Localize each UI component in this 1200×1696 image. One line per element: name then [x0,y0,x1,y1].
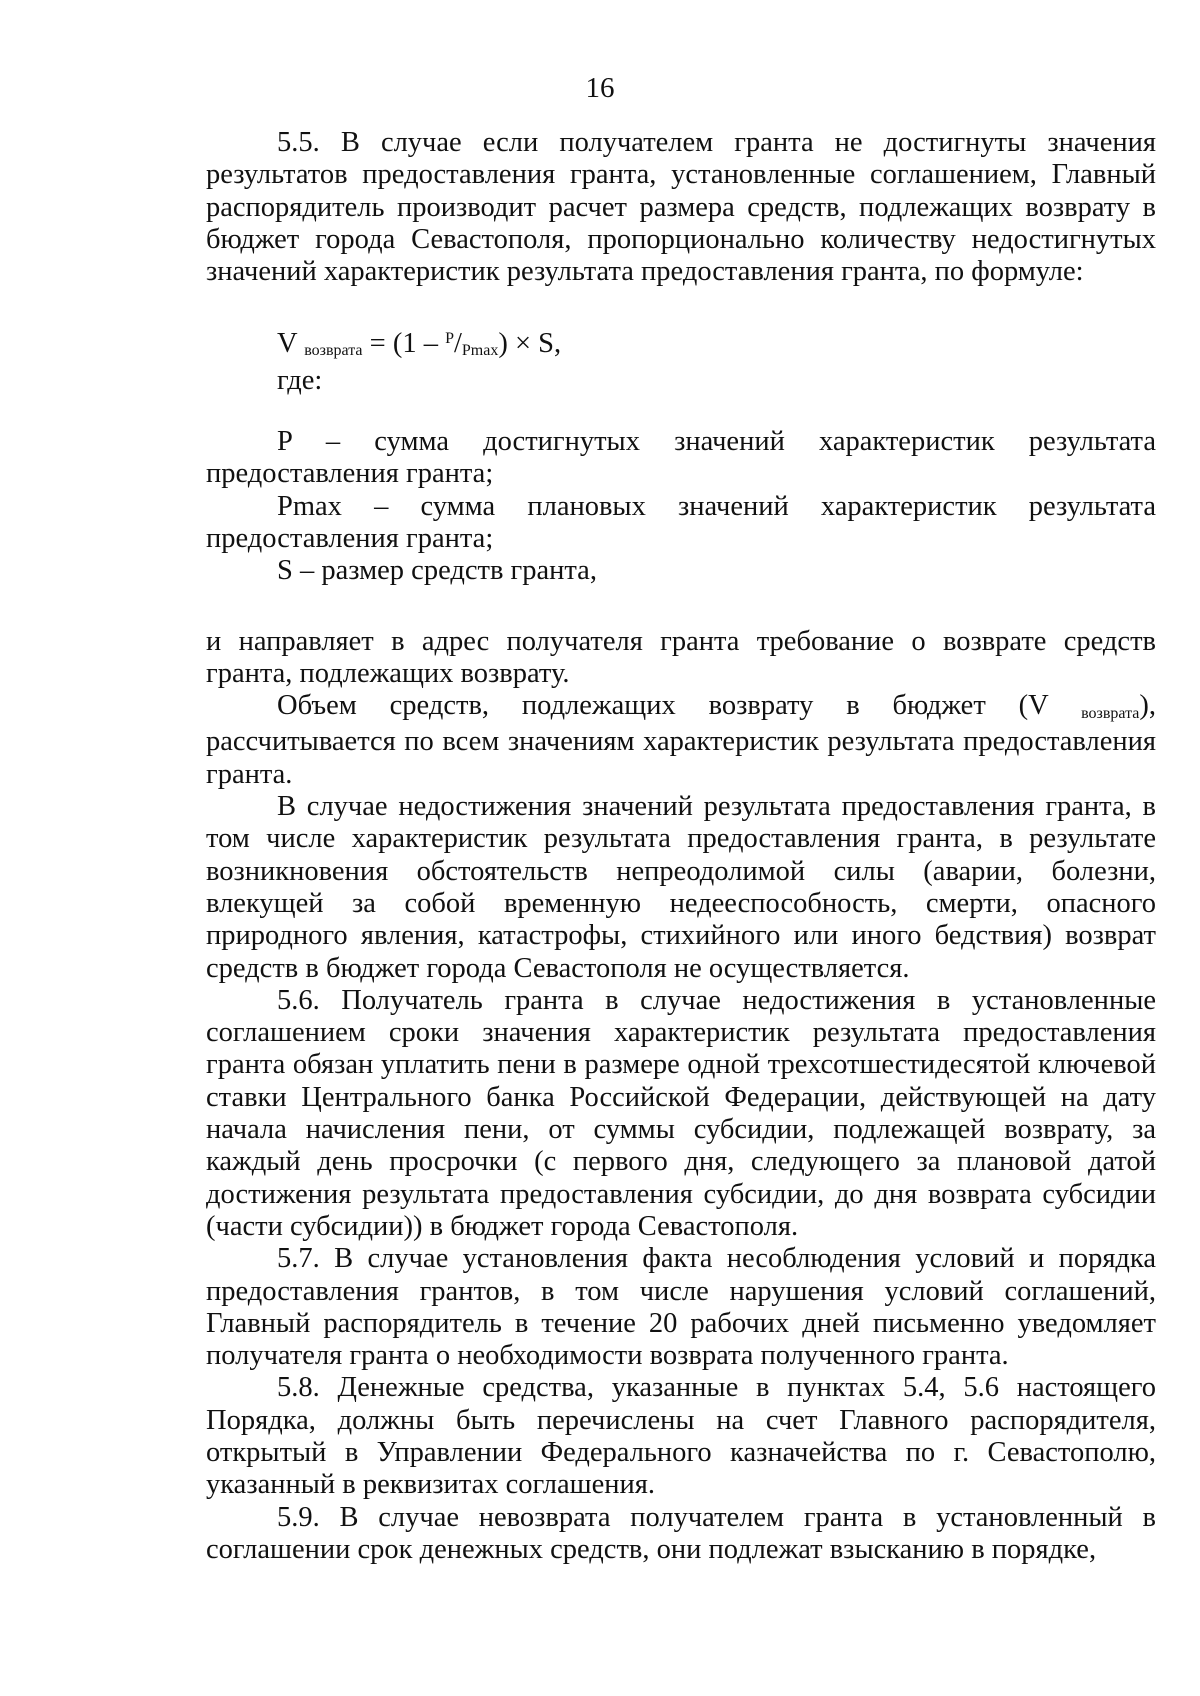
formula-p-superscript: P [445,330,454,348]
paragraph-5-6: 5.6. Получатель гранта в случае недостижения в установленные соглашением сроки значения характеристик результата предоставления гранта обязан уплатить пени в размере одной трехсотшестидесятой ключевой ставки Центрального банка Российской Федерации, действующей на дату начала начисления пени, от суммы субсидии, подлежащей возврату, за каждый день просрочки (с первого дня, следующего за плановой датой достижения результата предоставления субсидии, до дня возврата субсидии (части субсидии)) в бюджет города Севастополя. [206,984,1156,1242]
paragraph-5-7: 5.7. В случае установления факта несоблюдения условий и порядка предоставления грантов, в том числе нарушения условий соглашений, Главный распорядитель в течение 20 рабочих дней письменно уведомляет получателя гранта о необходимости возврата полученного гранта. [206,1243,1156,1372]
paragraph-5-8: 5.8. Денежные средства, указанные в пунктах 5.4, 5.6 настоящего Порядка, должны быть перечислены на счет Главного распорядителя, открытый в Управлении Федерального казначейства по г. Севастополю, указанный в реквизитах соглашения. [206,1372,1156,1501]
paragraph-5-9: 5.9. В случае невозврата получателем гранта в установленный в соглашении срок денежных средств, они подлежат взысканию в порядке, [206,1501,1156,1565]
formula-close: ) × S, [498,328,562,360]
formula-where: где: [277,364,323,396]
volume-text-before: Объем средств, подлежащих возврату в бюджет (V [277,690,1049,722]
paragraph-directs-demand: и направляет в адрес получателя гранта требование о возврате средств гранта, подлежащих возврату. [206,625,1156,689]
document-body [206,127,1156,1566]
formula-eq: = (1 – [362,328,446,360]
refund-formula [206,328,1156,364]
volume-subscript: возврата [1081,705,1140,723]
formula-v-subscript: возврата [304,342,363,360]
formula-slash: / [453,328,462,360]
paragraph-force-majeure: В случае недостижения значений результата предоставления гранта, в том числе характеристик результата предоставления гранта, в результате возникновения обстоятельств непреодолимой силы (аварии, болезни, влекущей за собой временную недееспособность, смерти, опасного природного явления, катастрофы, стихийного или иного бедствия) возврат средств в бюджет города Севастополя не осуществляется. [206,791,1156,984]
paragraph-volume [206,690,1156,791]
definition-s: S – размер средств гранта, [277,555,597,587]
volume-text-after: ), рассчитывается по всем значениям характеристик результата предоставления гранта. [206,690,1157,790]
definition-p: P – сумма достигнутых значений характеристик результата предоставления гранта; [206,426,1156,490]
page-number: 16 [585,72,615,104]
formula-v: V [277,328,298,360]
definition-pmax: Pmax – сумма плановых значений характеристик результата предоставления гранта; [206,490,1156,554]
paragraph-5-5: 5.5. В случае если получателем гранта не достигнуты значения результатов предоставления гранта, установленные соглашением, Главный распорядитель производит расчет размера средств, подлежащих возврату в бюджет города Севастополя, пропорционально количеству недостигнутых значений характеристик результата предоставления гранта, по формуле: [206,127,1156,288]
formula-pmax-subscript: Pmax [461,342,499,360]
